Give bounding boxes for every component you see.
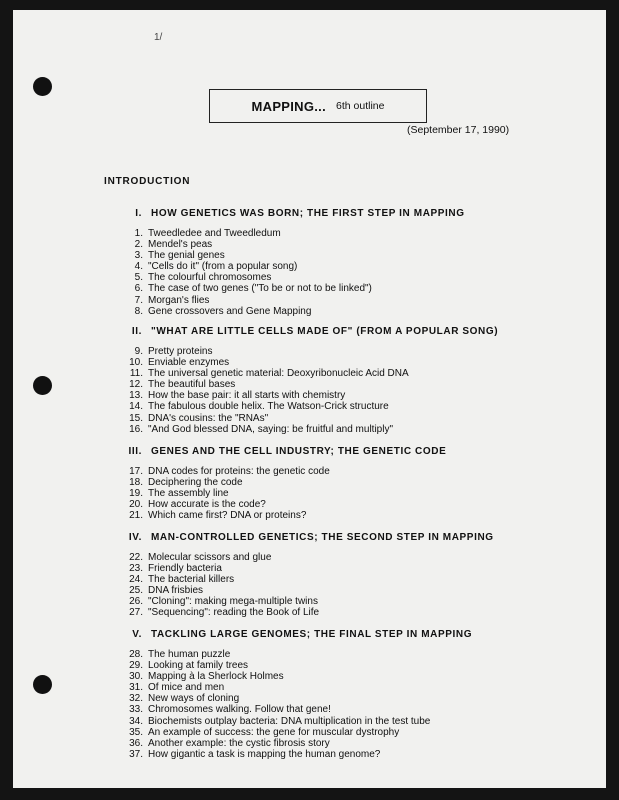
list-item — [121, 716, 430, 727]
section-heading — [109, 629, 472, 640]
section-title: HOW GENETICS WAS BORN; THE FIRST STEP IN MAPPING — [151, 208, 465, 219]
item-text: Chromosomes walking. Follow that gene! — [148, 704, 331, 716]
section-title: GENES AND THE CELL INDUSTRY; THE GENETIC CODE — [151, 446, 447, 457]
section-items — [121, 466, 330, 521]
document-title: MAPPING... — [251, 98, 327, 114]
item-text: The human puzzle — [148, 649, 231, 660]
item-number: 12. — [129, 379, 143, 391]
item-text: Morgan's flies — [148, 294, 210, 306]
item-text: Gene crossovers and Gene Mapping — [148, 305, 312, 317]
list-item — [121, 738, 430, 749]
item-number: 33. — [129, 704, 143, 716]
item-number: 17. — [129, 466, 143, 477]
item-text: Mapping à la Sherlock Holmes — [148, 671, 284, 683]
item-text: Deciphering the code — [148, 477, 243, 489]
item-text: Mendel's peas — [148, 239, 213, 251]
item-text: Which came first? DNA or proteins? — [148, 510, 307, 522]
list-item — [121, 477, 330, 488]
item-text: The genial genes — [148, 250, 225, 262]
item-number: 36. — [129, 737, 143, 749]
item-number: 25. — [129, 585, 143, 597]
section-heading — [109, 326, 498, 337]
list-item — [121, 704, 430, 715]
list-item — [121, 228, 372, 239]
section-heading — [109, 532, 494, 543]
item-text: The fabulous double helix. The Watson-Crick structure — [148, 401, 389, 413]
item-text: Of mice and men — [148, 682, 225, 694]
item-number: 19. — [129, 488, 143, 500]
punch-hole — [33, 376, 52, 395]
item-text: "Cells do it" (from a popular song) — [148, 261, 298, 273]
section-numeral: I. — [135, 208, 142, 219]
item-number: 29. — [129, 660, 143, 672]
section-heading — [109, 446, 446, 457]
list-item — [121, 379, 409, 390]
section-title: "WHAT ARE LITTLE CELLS MADE OF" (FROM A POPULAR SONG) — [151, 326, 499, 337]
item-number: 30. — [129, 671, 143, 683]
item-number: 34. — [129, 715, 143, 727]
item-text: Molecular scissors and glue — [148, 552, 272, 563]
list-item — [121, 660, 430, 671]
item-number: 15. — [129, 412, 143, 424]
item-number: 9. — [134, 346, 143, 357]
item-number: 10. — [129, 357, 143, 369]
item-text: The universal genetic material: Deoxyribonucleic Acid DNA — [148, 368, 409, 380]
item-text: Looking at family trees — [148, 660, 249, 672]
section-items — [121, 649, 430, 760]
item-number: 27. — [129, 607, 143, 619]
item-text: Biochemists outplay bacteria: DNA multiplication in the test tube — [148, 715, 431, 727]
item-text: DNA codes for proteins: the genetic code — [148, 466, 330, 477]
item-text: "Cloning": making mega-multiple twins — [148, 596, 318, 608]
item-text: DNA's cousins: the "RNAs" — [148, 412, 269, 424]
item-number: 26. — [129, 596, 143, 608]
list-item — [121, 649, 430, 660]
list-item — [121, 585, 319, 596]
section-title: MAN-CONTROLLED GENETICS; THE SECOND STEP IN MAPPING — [151, 532, 494, 543]
list-item — [121, 401, 409, 412]
section-items — [121, 228, 372, 317]
list-item — [121, 682, 430, 693]
punch-hole — [33, 77, 52, 96]
item-number: 3. — [134, 250, 143, 262]
item-text: How accurate is the code? — [148, 499, 266, 511]
item-number: 11. — [129, 368, 143, 380]
section-numeral: V. — [132, 629, 142, 640]
list-item — [121, 693, 430, 704]
item-text: Tweedledee and Tweedledum — [148, 228, 281, 239]
item-number: 8. — [134, 305, 143, 317]
document-date: (September 17, 1990) — [407, 124, 510, 136]
item-number: 21. — [129, 510, 143, 522]
item-text: "Sequencing": reading the Book of Life — [148, 607, 320, 619]
title-box — [209, 89, 427, 123]
item-number: 18. — [129, 477, 143, 489]
list-item — [121, 357, 409, 368]
list-item — [121, 466, 330, 477]
item-text: Enviable enzymes — [148, 357, 230, 369]
item-text: Friendly bacteria — [148, 563, 222, 575]
item-number: 7. — [134, 294, 143, 306]
item-text: The case of two genes ("To be or not to be linked") — [148, 283, 372, 295]
list-item — [121, 250, 372, 261]
list-item — [121, 499, 330, 510]
item-number: 37. — [129, 748, 143, 760]
item-text: How gigantic a task is mapping the human genome? — [148, 748, 381, 760]
list-item — [121, 552, 319, 563]
list-item — [121, 424, 409, 435]
list-item — [121, 283, 372, 294]
item-number: 28. — [129, 649, 143, 660]
list-item — [121, 272, 372, 283]
section-heading — [109, 208, 465, 219]
item-number: 16. — [129, 423, 143, 435]
punch-hole — [33, 675, 52, 694]
list-item — [121, 749, 430, 760]
list-item — [121, 368, 409, 379]
list-item — [121, 596, 319, 607]
section-items — [121, 346, 409, 435]
list-item — [121, 261, 372, 272]
section-numeral: II. — [131, 326, 142, 337]
list-item — [121, 607, 319, 618]
document-subtitle: 6th outline — [336, 100, 385, 112]
list-item — [121, 295, 372, 306]
section-title: TACKLING LARGE GENOMES; THE FINAL STEP IN MAPPING — [151, 629, 473, 640]
item-text: "And God blessed DNA, saying: be fruitful and multiply" — [148, 423, 393, 435]
item-text: Pretty proteins — [148, 346, 213, 357]
item-number: 5. — [134, 272, 143, 284]
list-item — [121, 413, 409, 424]
list-item — [121, 574, 319, 585]
item-number: 23. — [129, 563, 143, 575]
section-numeral: IV. — [128, 532, 142, 543]
item-text: The assembly line — [148, 488, 229, 500]
item-text: The bacterial killers — [148, 574, 235, 586]
list-item — [121, 671, 430, 682]
section-items — [121, 552, 319, 619]
list-item — [121, 563, 319, 574]
item-text: An example of success: the gene for muscular dystrophy — [148, 726, 400, 738]
item-text: How the base pair: it all starts with chemistry — [148, 390, 346, 402]
list-item — [121, 346, 409, 357]
list-item — [121, 239, 372, 250]
item-number: 31. — [129, 682, 143, 694]
item-number: 14. — [129, 401, 143, 413]
section-numeral: III. — [128, 446, 142, 457]
item-number: 35. — [129, 726, 143, 738]
item-number: 1. — [134, 228, 143, 239]
list-item — [121, 390, 409, 401]
introduction-heading: INTRODUCTION — [104, 176, 191, 187]
document-page — [13, 10, 606, 788]
item-number: 32. — [129, 693, 143, 705]
item-number: 13. — [129, 390, 143, 402]
item-number: 6. — [134, 283, 143, 295]
item-number: 2. — [134, 239, 143, 251]
item-text: New ways of cloning — [148, 693, 240, 705]
item-text: The beautiful bases — [148, 379, 236, 391]
item-number: 4. — [134, 261, 143, 273]
item-number: 24. — [129, 574, 143, 586]
item-number: 20. — [129, 499, 143, 511]
item-text: DNA frisbies — [148, 585, 204, 597]
list-item — [121, 727, 430, 738]
item-number: 22. — [129, 552, 143, 563]
list-item — [121, 306, 372, 317]
item-text: The colourful chromosomes — [148, 272, 272, 284]
corner-mark: 1/ — [154, 32, 163, 43]
item-text: Another example: the cystic fibrosis story — [148, 737, 330, 749]
list-item — [121, 488, 330, 499]
list-item — [121, 510, 330, 521]
